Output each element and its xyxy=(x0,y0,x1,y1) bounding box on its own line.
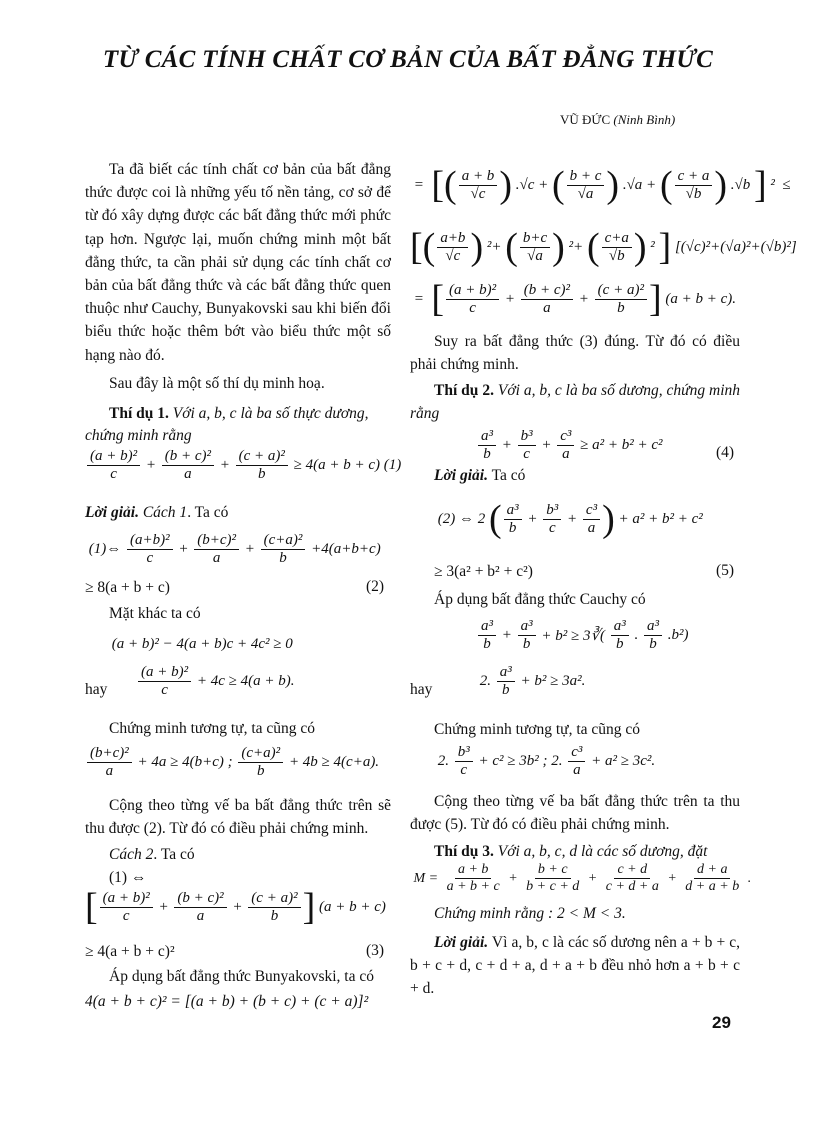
formula-r1 xyxy=(410,166,794,204)
author-name: VŨ ĐỨC xyxy=(560,112,611,127)
denominator: c xyxy=(161,682,168,698)
author xyxy=(560,112,675,128)
formula-r6 xyxy=(476,618,692,653)
formula-fraction xyxy=(437,230,468,265)
example-3-prove: Chứng minh rằng : 2 < M < 3. xyxy=(434,905,626,922)
tag-4: (4) xyxy=(716,444,735,461)
formula-text: + xyxy=(584,870,601,886)
denominator: c xyxy=(110,466,117,482)
formula-text: = xyxy=(410,290,432,307)
solution-3-paragraph xyxy=(410,931,740,1001)
formula-bracket: ] xyxy=(658,226,672,268)
numerator: (c + a)² xyxy=(595,282,647,300)
formula-fraction xyxy=(520,230,550,265)
numerator: b³ xyxy=(518,428,536,446)
formula-text: + xyxy=(504,870,522,886)
formula-text: + 4b ≥ 4(c+a). xyxy=(285,754,383,770)
numerator: b³ xyxy=(543,502,561,520)
formula-fraction xyxy=(444,862,503,895)
formula-r4 xyxy=(476,428,666,463)
sum-paragraph-right: Cộng theo từng vế ba bất đẳng thức trên ta thu được (5). Từ đó có điều phải chứng minh. xyxy=(410,793,740,834)
numerator: a³ xyxy=(518,618,536,636)
formula-text: . xyxy=(630,627,643,643)
formula-text: .√b xyxy=(727,176,755,193)
formula-text: ²+ xyxy=(564,238,587,255)
numerator: a+b xyxy=(437,230,468,248)
numerator: (a+b)² xyxy=(127,532,173,550)
solution-1-heading xyxy=(85,503,228,523)
formula-text: + xyxy=(501,290,519,307)
numerator: (b + c)² xyxy=(162,448,214,466)
numerator: a³ xyxy=(478,618,496,636)
numerator: c + d xyxy=(614,862,650,879)
hay-label: hay xyxy=(85,681,108,698)
example-1-text-cont: chứng minh rằng xyxy=(85,427,192,444)
example-2-heading xyxy=(410,379,740,425)
denominator: c xyxy=(548,519,556,536)
formula-fraction xyxy=(583,502,600,537)
method-2-heading xyxy=(109,845,195,865)
denominator: √b xyxy=(608,247,625,264)
formula-text: + xyxy=(228,898,247,915)
formula-fraction xyxy=(682,862,742,895)
tag-2: (2) xyxy=(366,578,385,595)
formula-fraction xyxy=(194,532,239,567)
formula-text: + xyxy=(241,541,259,557)
formula-bracket: ) xyxy=(633,226,647,268)
formula-text: + a² + b² + c² xyxy=(614,510,707,527)
denominator: b xyxy=(649,636,657,652)
formula-fraction xyxy=(557,428,574,463)
numerator: b + c xyxy=(567,168,605,186)
denominator: b xyxy=(483,446,491,462)
method-2-label: Cách 2 xyxy=(109,846,154,863)
conclude-paragraph: Suy ra bất đẳng thức (3) đúng. Từ đó có điều phải chứng minh. xyxy=(410,333,740,374)
formula-text: ² ≤ xyxy=(766,176,795,193)
tag-3: (3) xyxy=(366,942,385,959)
formula-text: (a + b)² − 4(a + b)c + 4c² ≥ 0 xyxy=(108,636,297,652)
bunyakovski-text: Áp dụng bất đẳng thức Bunyakovski, ta có xyxy=(109,968,374,985)
numerator: (c+a)² xyxy=(238,745,283,763)
formula-fraction xyxy=(87,448,140,483)
formula-fraction xyxy=(162,448,214,483)
formula-text: = xyxy=(410,176,432,193)
hay-label-right: hay xyxy=(410,681,433,698)
formula-fraction xyxy=(521,282,573,317)
formula-fraction xyxy=(248,890,300,925)
formula-fraction xyxy=(518,618,536,653)
numerator: (b+c)² xyxy=(194,532,239,550)
denominator: a xyxy=(105,763,114,779)
formula-text: + b² ≥ 3∛( xyxy=(537,628,609,644)
numerator: (c+a)² xyxy=(261,532,306,550)
formula-2 xyxy=(85,532,384,567)
denominator: a xyxy=(196,907,205,924)
formula-fraction xyxy=(174,890,226,925)
numerator: a³ xyxy=(478,428,496,446)
intro-paragraph: Ta đã biết các tính chất cơ bản của bất đẳng thức được coi là những yếu tố nền tảng, cơ sở để từ đó xây dựng được các bất đẳng thức mới phức tạp hơn. Ngược lại, muốn chứng minh một bất đẳng thức, ta cần phải sử dụng các tính chất cơ bản của bất đẳng thức và các bất đẳng thức quen thuộc như Cauchy, Bunyakovski sau khi biến đổi biểu thức hoặc thêm bớt vào biểu thức một số hạng nào đó. xyxy=(85,161,391,364)
example-1-label: Thí dụ 1. xyxy=(109,405,169,422)
formula-fraction xyxy=(611,618,629,653)
formula-fraction xyxy=(261,532,306,567)
solution-text: . Ta có xyxy=(187,504,229,521)
formula-fraction xyxy=(459,168,498,203)
inequality-2-line: ≥ 8(a + b + c) xyxy=(85,579,170,596)
formula-3 xyxy=(108,636,297,653)
formula-fraction xyxy=(455,744,473,779)
formula-r7 xyxy=(476,664,589,699)
numerator: (c + a)² xyxy=(248,890,300,908)
numerator: (a + b)² xyxy=(446,282,499,300)
denominator: b xyxy=(502,682,510,698)
solution-2-heading xyxy=(434,466,525,486)
formula-text: ≥ a² + b² + c² xyxy=(576,437,667,453)
example-1-text: Với a, b, c là ba số thực dương, xyxy=(172,405,369,422)
formula-fraction xyxy=(603,862,662,895)
formula-bracket: [( xyxy=(431,164,457,206)
formula-text: . xyxy=(744,870,755,886)
formula-text: + xyxy=(575,290,593,307)
numerator: a³ xyxy=(497,664,515,682)
formula-text: + xyxy=(154,898,173,915)
denominator: b xyxy=(508,519,517,536)
denominator: c xyxy=(146,550,154,566)
denominator: b xyxy=(279,550,287,566)
formula-1 xyxy=(85,448,405,483)
denominator: a xyxy=(212,550,221,566)
numerator: (a + b)² xyxy=(100,890,153,908)
formula-bracket: ( xyxy=(489,498,502,540)
numerator: c+a xyxy=(602,230,632,248)
formula-text: + a² ≥ 3c². xyxy=(587,753,659,769)
numerator: d + a xyxy=(694,862,730,879)
solution-label: Lời giải. xyxy=(85,504,139,521)
formula-bracket: ) xyxy=(552,226,565,268)
formula-r3 xyxy=(410,280,740,318)
author-place: (Ninh Bình) xyxy=(613,112,676,127)
formula-4 xyxy=(136,664,298,699)
formula-bracket: ) xyxy=(499,164,512,206)
inequality-5-line: ≥ 3(a² + b² + c²) xyxy=(434,563,533,580)
examples-intro: Sau đây là một số thí dụ minh hoạ. xyxy=(109,375,325,392)
denominator: √a xyxy=(577,185,594,202)
numerator: (a + b)² xyxy=(138,664,191,682)
example-1-heading xyxy=(109,404,369,424)
denominator: c + d + a xyxy=(605,879,659,894)
formula-fraction xyxy=(497,664,515,699)
formula-text: + b² ≥ 3a². xyxy=(516,673,590,689)
formula-text: + 4c ≥ 4(a + b). xyxy=(193,673,299,689)
formula-text: + xyxy=(563,510,581,527)
denominator: b xyxy=(258,466,266,482)
similar-text-right: Chứng minh tương tự, ta cũng có xyxy=(434,721,641,738)
formula-text: + 4a ≥ 4(b+c) ; xyxy=(133,754,237,770)
denominator: a xyxy=(587,519,596,536)
formula-text: + xyxy=(523,510,542,527)
numerator: c³ xyxy=(568,744,585,762)
denominator: c xyxy=(523,446,530,462)
denominator: a xyxy=(184,466,192,482)
formula-text: +4(a+b+c) xyxy=(307,541,385,557)
formula-bracket: ) xyxy=(470,226,484,268)
formula-fraction xyxy=(644,618,662,653)
denominator: √c xyxy=(470,185,486,202)
formula-text: ²+ xyxy=(483,238,506,255)
formula-text: (a + b + c) xyxy=(315,898,390,915)
article-title: TỪ CÁC TÍNH CHẤT CƠ BẢN CỦA BẤT ĐẲNG THỨC xyxy=(102,46,714,73)
formula-fraction xyxy=(478,428,496,463)
formula-fraction xyxy=(236,448,288,483)
formula-5 xyxy=(85,745,383,780)
numerator: a³ xyxy=(644,618,662,636)
numerator: b+c xyxy=(520,230,550,248)
formula-text: ≥ 4(a + b + c) (1) xyxy=(289,457,406,473)
numerator: c³ xyxy=(557,428,574,446)
bunyakovski-equation: 4(a + b + c)² = [(a + b) + (b + c) + (c + a)]² xyxy=(85,993,369,1010)
formula-text: .b²) xyxy=(664,627,693,643)
formula-bracket: [( xyxy=(410,226,436,268)
formula-r2 xyxy=(410,228,800,266)
other-text: Mặt khác ta có xyxy=(109,605,201,622)
numerator: (b+c)² xyxy=(87,745,132,763)
solution-label: Lời giải. xyxy=(434,467,488,484)
numerator: (b + c)² xyxy=(521,282,573,300)
formula-fraction xyxy=(478,618,496,653)
example-2-text: Với a, b, c là ba số dương, chứng minh rằng xyxy=(410,382,741,423)
example-3-label: Thí dụ 3. xyxy=(434,843,494,860)
formula-text: (2) ⇔ 2 xyxy=(434,510,489,527)
cauchy-text: Áp dụng bất đẳng thức Cauchy có xyxy=(434,591,646,608)
formula-bracket: ( xyxy=(551,164,565,206)
sum-paragraph: Cộng theo từng vế ba bất đẳng thức trên sẽ thu được (2). Từ đó có điều phải chứng minh. xyxy=(85,797,391,838)
formula-fraction xyxy=(238,745,283,780)
formula-bracket: [ xyxy=(85,886,98,928)
formula-fraction xyxy=(675,168,713,203)
tag-5: (5) xyxy=(716,562,735,579)
formula-fraction xyxy=(523,862,582,895)
numerator: a³ xyxy=(504,502,522,520)
formula-bracket: ] xyxy=(754,164,767,206)
numerator: (a + b)² xyxy=(87,448,140,466)
formula-fraction xyxy=(518,428,536,463)
formula-text: + c² ≥ 3b² ; 2. xyxy=(474,753,567,769)
formula-fraction xyxy=(446,282,499,317)
formula-text: + xyxy=(498,437,516,453)
numerator: c³ xyxy=(583,502,600,520)
formula-bracket: [ xyxy=(431,278,445,320)
numerator: a + b xyxy=(459,168,498,186)
solution-label: Lời giải. xyxy=(434,934,489,951)
formula-fraction xyxy=(87,745,132,780)
equiv-1: (1) ⇔ xyxy=(109,869,147,886)
denominator: b xyxy=(617,299,625,316)
formula-bracket: ] xyxy=(648,278,662,320)
formula-text: (1)⇔ xyxy=(85,541,125,557)
formula-text: + xyxy=(216,457,234,473)
method-label: Cách 1 xyxy=(142,504,188,521)
denominator: a xyxy=(562,446,570,462)
denominator: √a xyxy=(527,247,543,264)
numerator: b + c xyxy=(535,862,571,879)
numerator: (b + c)² xyxy=(174,890,226,908)
denominator: c xyxy=(122,907,130,924)
denominator: c xyxy=(460,762,468,778)
denominator: b xyxy=(522,636,531,652)
denominator: a xyxy=(543,299,551,316)
formula-r5 xyxy=(434,500,706,538)
denominator: a xyxy=(573,762,581,778)
solution-text: Vì a, b, c là các số dương nên a + b + c, b + c + d, c + d + a, d + a + b đều nhỏ hơn a + b + c + d. xyxy=(410,934,740,998)
denominator: b xyxy=(616,636,624,652)
formula-bracket: ( xyxy=(659,164,673,206)
formula-text: [(√c)²+(√a)²+(√b)²] xyxy=(671,238,801,255)
example-3-heading xyxy=(434,842,707,862)
formula-fraction xyxy=(602,230,632,265)
denominator: a + b + c xyxy=(446,879,500,894)
denominator: b xyxy=(257,763,265,779)
formula-r8 xyxy=(434,744,659,779)
numerator: c + a xyxy=(675,168,713,186)
example-3-text: Với a, b, c, d là các số dương, đặt xyxy=(497,843,708,860)
formula-fraction xyxy=(595,282,647,317)
denominator: √b xyxy=(685,185,702,202)
formula-text: ² xyxy=(646,238,659,255)
formula-bracket: ( xyxy=(505,226,518,268)
solution-text: Ta có xyxy=(491,467,526,484)
denominator: b + c + d xyxy=(526,879,580,894)
denominator: √c xyxy=(445,247,461,264)
formula-fraction xyxy=(138,664,191,699)
example-2-label: Thí dụ 2. xyxy=(434,382,494,399)
formula-6 xyxy=(85,888,390,926)
formula-bracket: ) xyxy=(714,164,728,206)
denominator: d + a + b xyxy=(685,879,740,894)
formula-fraction xyxy=(567,168,605,203)
similar-text: Chứng minh tương tự, ta cũng có xyxy=(109,720,316,737)
inequality-3-line: ≥ 4(a + b + c)² xyxy=(85,943,175,960)
denominator: b xyxy=(483,636,491,652)
formula-fraction xyxy=(100,890,153,925)
formula-text: M = xyxy=(410,870,442,886)
formula-fraction xyxy=(568,744,585,779)
formula-fraction xyxy=(543,502,561,537)
formula-text: 2. xyxy=(476,673,495,689)
formula-text: + xyxy=(537,437,556,453)
page-number: 29 xyxy=(712,1013,731,1032)
formula-text: + xyxy=(142,457,160,473)
formula-bracket: ) xyxy=(602,498,615,540)
denominator: c xyxy=(469,299,476,316)
formula-bracket: ) xyxy=(606,164,620,206)
formula-bracket: ] xyxy=(302,886,316,928)
formula-r9 xyxy=(410,862,755,895)
formula-text: (a + b + c). xyxy=(661,290,740,307)
numerator: b³ xyxy=(455,744,473,762)
numerator: a³ xyxy=(611,618,629,636)
numerator: a + b xyxy=(455,862,491,879)
numerator: (c + a)² xyxy=(236,448,288,466)
formula-text: .√c + xyxy=(511,176,552,193)
formula-text: .√a + xyxy=(619,176,660,193)
formula-text: + xyxy=(663,870,681,886)
formula-fraction xyxy=(504,502,522,537)
formula-fraction xyxy=(127,532,173,567)
formula-text: + xyxy=(498,627,516,643)
denominator: b xyxy=(270,907,279,924)
formula-text: + xyxy=(174,541,193,557)
formula-bracket: ( xyxy=(586,226,600,268)
method-2-text: . Ta có xyxy=(153,846,195,863)
formula-text: 2. xyxy=(434,753,453,769)
